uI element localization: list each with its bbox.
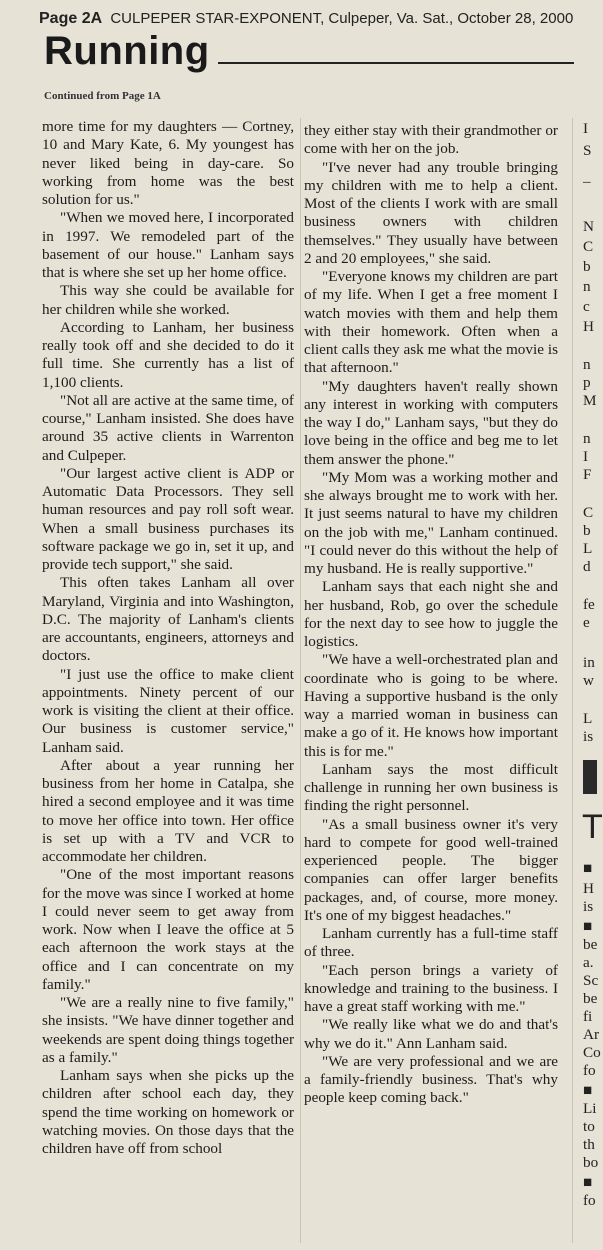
edge-text-fragment: th xyxy=(583,1136,595,1153)
edge-text-fragment: e xyxy=(583,614,590,631)
edge-text-fragment: be xyxy=(583,936,598,953)
edge-text-fragment: p xyxy=(583,374,591,391)
edge-text-fragment: bo xyxy=(583,1154,599,1171)
paragraph: This way she could be available for her children while she worked. xyxy=(42,282,294,318)
edge-text-fragment: in xyxy=(583,654,595,671)
paragraph: they either stay with their grandmother or come with her on the job. xyxy=(304,122,558,158)
edge-text-fragment: Ar xyxy=(583,1026,600,1043)
edge-text-fragment: d xyxy=(583,558,591,575)
edge-text-fragment: T xyxy=(582,808,603,846)
edge-text-fragment: fo xyxy=(583,1192,596,1209)
paragraph: Lanham says the most difficult challenge in running her own business is finding the right personnel. xyxy=(304,760,558,815)
paragraph: According to Lanham, her business really took off and she decided to do it full time. She currently has a list of 1,100 clients. xyxy=(42,318,294,391)
paragraph: "My daughters haven't really shown any interest in working with computers the way I do," Lanham says, "but they do love being in the office and beg me to let them answer the phone." xyxy=(304,377,558,468)
edge-text-fragment: H xyxy=(583,318,594,335)
edge-text-fragment: N xyxy=(583,218,594,235)
paragraph: "Everyone knows my children are part of my life. When I get a free moment I watch movies with them and help them with their homework. Often when a client calls they ask me what the movie is that afternoon." xyxy=(304,268,558,377)
edge-text-fragment: is xyxy=(583,728,594,745)
edge-text-fragment: C xyxy=(583,238,594,255)
paragraph: "As a small business owner it's very hard to compete for good well-trained experienced people. The bigger companies can offer larger benefits packages, and, of course, more money. It's one of my biggest headaches." xyxy=(304,815,558,924)
paragraph: This often takes Lanham all over Maryland, Virginia and into Washington, D.C. The majority of Lanham's clients are accountants, engineers, attorneys and doctors. xyxy=(42,574,294,665)
edge-text-fragment: n xyxy=(583,430,591,447)
edge-text-fragment: Co xyxy=(583,1044,601,1061)
paragraph: "My Mom was a working mother and she always brought me to work with her. It just seems natural to have my children on the job with me," Lanham continued. "I could never do this without the help of my husband. He is really supportive." xyxy=(304,468,558,577)
edge-text-fragment: ■ xyxy=(583,918,593,935)
edge-text-fragment: w xyxy=(583,672,594,689)
edge-text-fragment: I xyxy=(583,120,589,137)
paragraph: "Our largest active client is ADP or Automatic Data Processors. They sell human resources and pay roll soft wear. When a small business purchases its software package we go in, set it up, and provide tech support," she said. xyxy=(42,464,294,573)
title-rule xyxy=(218,62,574,64)
page-label: Page 2A xyxy=(39,10,103,27)
edge-text-fragment: ■ xyxy=(583,860,593,877)
masthead xyxy=(39,10,595,28)
adjacent-column-fragment xyxy=(580,120,603,1250)
edge-text-fragment: H xyxy=(583,880,594,897)
paragraph: "We are very professional and we are a family-friendly business. That's why people keep coming back." xyxy=(304,1052,558,1107)
edge-text-fragment: be xyxy=(583,990,598,1007)
edge-text-fragment: n xyxy=(583,278,591,295)
paragraph: "We have a well-orchestrated plan and coordinate who is going to be where. Having a supportive husband is the only way a married woman in business can make a go of it. He knows how important this is for me." xyxy=(304,651,558,760)
paragraph: "One of the most important reasons for the move was since I worked at home I could never seem to get away from work. Now when I leave the office at 5 each afternoon the work stays at the office and I can concentrate on my family." xyxy=(42,866,294,993)
edge-text-fragment: ■ xyxy=(583,1082,593,1099)
paragraph: more time for my daughters — Cortney, 10 and Mary Kate, 6. My youngest has never liked being in day-care. So working from home was the best solution for us." xyxy=(42,118,294,208)
edge-text-fragment: b xyxy=(583,522,591,539)
paragraph: "I've never had any trouble bringing my children with me to help a client. Most of the clients I work with are small business owners with children themselves." They usually have between 2 and 20 employees," she said. xyxy=(304,158,558,267)
column-divider xyxy=(300,118,301,1243)
article-column-1 xyxy=(42,118,294,1158)
paragraph: After about a year running her business from her home in Catalpa, she hired a second employee and it was time to move her office into town. Her office is set up with a TV and VCR to accommodate her children. xyxy=(42,756,294,865)
edge-text-fragment: is xyxy=(583,898,594,915)
paragraph: Lanham says when she picks up the children after school each day, they spend the time working on homework or watching movies. On those days that the children have off from school xyxy=(42,1067,294,1157)
paragraph: "We really like what we do and that's why we do it." Ann Lanham said. xyxy=(304,1016,558,1052)
edge-text-fragment: C xyxy=(583,504,594,521)
edge-text-fragment: to xyxy=(583,1118,595,1135)
edge-text-fragment: I xyxy=(583,448,589,465)
edge-text-fragment: L xyxy=(583,710,593,727)
paragraph: "We are a really nine to five family," she insists. "We have dinner together and weekends are spent doing things together as a family." xyxy=(42,994,294,1066)
edge-text-fragment: M xyxy=(583,392,597,409)
edge-text-fragment: Sc xyxy=(583,972,599,989)
paragraph: Lanham says that each night she and her husband, Rob, go over the schedule for the next day to see how to juggle the logistics. xyxy=(304,578,558,650)
edge-text-fragment: b xyxy=(583,258,591,275)
paragraph: Lanham currently has a full-time staff of three. xyxy=(304,925,558,961)
edge-text-fragment: S xyxy=(583,142,592,159)
column-divider xyxy=(572,118,573,1243)
paragraph: "I just use the office to make client appointments. Ninety percent of our work is visiting the client at their office. Our business is customer service," Lanham said. xyxy=(42,665,294,756)
paragraph: "Not all are active at the same time, of course," Lanham insisted. She does have around 35 active clients in Warrenton and Culpeper. xyxy=(42,391,294,464)
edge-text-fragment: fi xyxy=(583,1008,593,1025)
continued-note: Continued from Page 1A xyxy=(44,90,161,102)
edge-text-fragment: L xyxy=(583,540,593,557)
edge-text-fragment: Li xyxy=(583,1100,597,1117)
edge-text-fragment: fe xyxy=(583,596,595,613)
edge-text-fragment: n xyxy=(583,356,591,373)
edge-text-fragment: a. xyxy=(583,954,594,971)
masthead-text: CULPEPER STAR-EXPONENT, Culpeper, Va. Sat., October 28, 2000 xyxy=(110,10,574,27)
edge-text-fragment: c xyxy=(583,298,590,315)
article-column-2 xyxy=(304,122,558,1108)
edge-text-fragment: F xyxy=(583,466,592,483)
edge-text-fragment: _ xyxy=(583,168,591,185)
paragraph: "When we moved here, I incorporated in 1997. We remodeled part of the basement of our house." Lanham says that is where she set up her home office. xyxy=(42,209,294,281)
black-banner-fragment xyxy=(583,760,597,794)
section-title: Running xyxy=(44,29,210,73)
edge-text-fragment: fo xyxy=(583,1062,596,1079)
edge-text-fragment: ■ xyxy=(583,1174,593,1191)
paragraph: "Each person brings a variety of knowledge and training to the business. I have a great staff working with me." xyxy=(304,961,558,1015)
